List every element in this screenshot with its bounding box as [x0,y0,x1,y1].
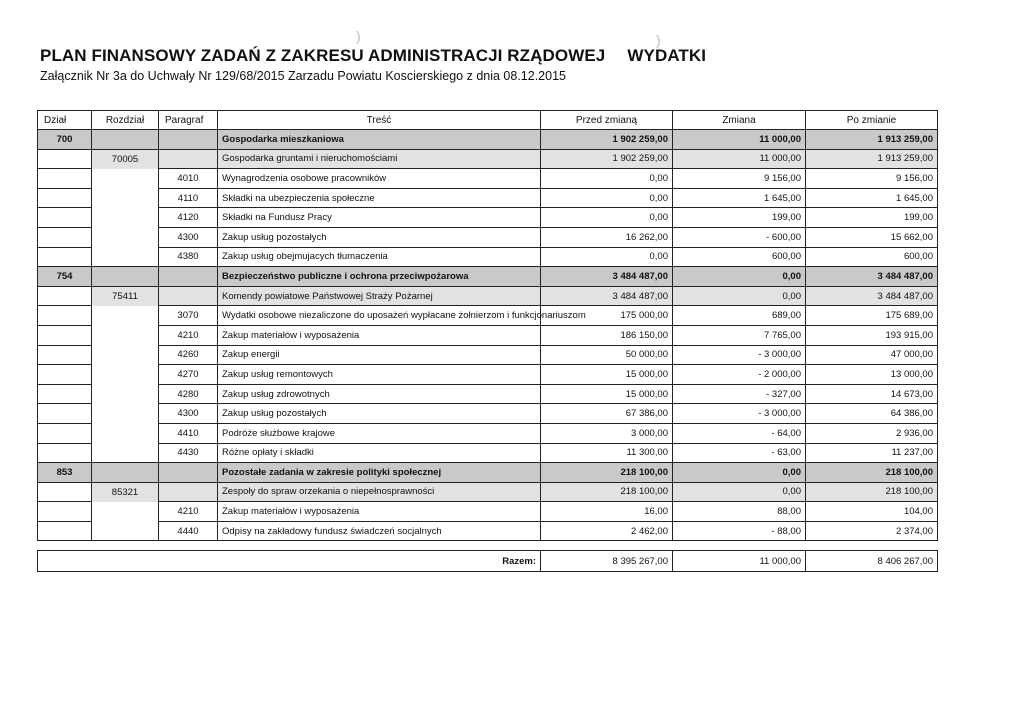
cell-tresc: Zakup usług zdrowotnych [218,384,541,404]
cell-paragraf: 3070 [159,306,218,326]
paragraf-row [38,423,938,443]
cell-paragraf [159,286,218,306]
cell-zmiana: 88,00 [673,502,806,522]
cell-rozdzial [92,404,159,424]
cell-przed: 0,00 [541,188,673,208]
cell-tresc: Różne opłaty i składki [218,443,541,463]
cell-tresc: Zakup materiałów i wyposażenia [218,325,541,345]
cell-po: 2 374,00 [806,521,938,541]
cell-paragraf [159,463,218,483]
cell-przed: 0,00 [541,208,673,228]
total-po: 8 406 267,00 [806,551,938,572]
paragraf-row [38,247,938,267]
cell-zmiana: - 63,00 [673,443,806,463]
cell-tresc: Podróże służbowe krajowe [218,423,541,443]
cell-tresc: Wynagrodzenia osobowe pracowników [218,169,541,189]
cell-paragraf [159,149,218,169]
total-zmiana: 11 000,00 [673,551,806,572]
cell-tresc: Zakup usług remontowych [218,365,541,385]
cell-po: 600,00 [806,247,938,267]
paragraf-row [38,188,938,208]
cell-dzial [38,404,92,424]
paragraf-row [38,404,938,424]
paragraf-row [38,345,938,365]
cell-rozdzial [92,384,159,404]
cell-przed: 0,00 [541,247,673,267]
cell-dzial [38,306,92,326]
cell-dzial [38,384,92,404]
cell-paragraf [159,482,218,502]
document-subtitle: Załącznik Nr 3a do Uchwały Nr 129/68/2015 Zarzadu Powiatu Koscierskiego z dnia 08.12.2015 [40,69,566,83]
cell-rozdzial: 85321 [92,482,159,502]
cell-paragraf: 4300 [159,404,218,424]
rozdzial-row [38,482,938,502]
cell-zmiana: - 3 000,00 [673,404,806,424]
cell-zmiana: 0,00 [673,463,806,483]
cell-tresc: Komendy powiatowe Państwowej Straży Pożarnej [218,286,541,306]
budget-table [37,110,938,572]
header-paragraf: Paragraf [159,111,218,130]
cell-przed: 50 000,00 [541,345,673,365]
cell-przed: 15 000,00 [541,384,673,404]
cell-po: 3 484 487,00 [806,286,938,306]
cell-paragraf: 4280 [159,384,218,404]
cell-dzial: 754 [38,267,92,287]
cell-paragraf: 4010 [159,169,218,189]
table-header [38,111,938,130]
rozdzial-row [38,149,938,169]
cell-paragraf: 4440 [159,521,218,541]
cell-tresc: Składki na ubezpieczenia społeczne [218,188,541,208]
header-po: Po zmianie [806,111,938,130]
paragraf-row [38,443,938,463]
cell-paragraf: 4410 [159,423,218,443]
paragraf-row [38,169,938,189]
cell-przed: 16,00 [541,502,673,522]
cell-tresc: Zakup energii [218,345,541,365]
cell-dzial [38,365,92,385]
cell-paragraf: 4430 [159,443,218,463]
paragraf-row [38,365,938,385]
cell-tresc: Zakup usług obejmujacych tłumaczenia [218,247,541,267]
header-tresc: Treść [218,111,541,130]
cell-rozdzial [92,521,159,541]
cell-paragraf: 4380 [159,247,218,267]
cell-zmiana: 11 000,00 [673,130,806,150]
scan-mark: ) [356,28,361,44]
scan-mark: ) [656,32,661,48]
cell-tresc: Gospodarka gruntami i nieruchomościami [218,149,541,169]
title-main: PLAN FINANSOWY ZADAŃ Z ZAKRESU ADMINISTRACJI RZĄDOWEJ [40,46,606,65]
cell-po: 218 100,00 [806,463,938,483]
cell-tresc: Wydatki osobowe niezaliczone do uposażeń wypłacane żołnierzom i funkcjonariuszom [218,306,541,326]
cell-paragraf [159,267,218,287]
cell-dzial [38,482,92,502]
cell-po: 64 386,00 [806,404,938,424]
cell-rozdzial [92,247,159,267]
cell-tresc: Gospodarka mieszkaniowa [218,130,541,150]
header-przed: Przed zmianą [541,111,673,130]
cell-dzial [38,502,92,522]
cell-zmiana: 0,00 [673,286,806,306]
paragraf-row [38,325,938,345]
cell-rozdzial [92,306,159,326]
rozdzial-row [38,286,938,306]
cell-dzial [38,208,92,228]
cell-dzial [38,325,92,345]
header-rozdzial: Rozdział [92,111,159,130]
cell-dzial [38,227,92,247]
cell-przed: 15 000,00 [541,365,673,385]
cell-tresc: Zakup usług pozostałych [218,404,541,424]
total-row [38,551,938,572]
cell-przed: 2 462,00 [541,521,673,541]
cell-rozdzial [92,188,159,208]
cell-zmiana: 600,00 [673,247,806,267]
cell-paragraf: 4210 [159,325,218,345]
cell-przed: 186 150,00 [541,325,673,345]
cell-rozdzial [92,130,159,150]
cell-dzial: 853 [38,463,92,483]
cell-paragraf [159,130,218,150]
cell-przed: 0,00 [541,169,673,189]
cell-zmiana: 9 156,00 [673,169,806,189]
cell-po: 9 156,00 [806,169,938,189]
paragraf-row [38,521,938,541]
cell-zmiana: 7 765,00 [673,325,806,345]
cell-paragraf: 4270 [159,365,218,385]
cell-przed: 1 902 259,00 [541,149,673,169]
cell-paragraf: 4120 [159,208,218,228]
cell-dzial [38,247,92,267]
cell-po: 14 673,00 [806,384,938,404]
cell-zmiana: - 600,00 [673,227,806,247]
cell-zmiana: - 327,00 [673,384,806,404]
cell-po: 199,00 [806,208,938,228]
cell-rozdzial [92,325,159,345]
cell-zmiana: 0,00 [673,482,806,502]
cell-dzial [38,443,92,463]
cell-przed: 11 300,00 [541,443,673,463]
paragraf-row [38,227,938,247]
cell-przed: 3 484 487,00 [541,267,673,287]
cell-rozdzial [92,443,159,463]
cell-po: 47 000,00 [806,345,938,365]
cell-dzial [38,286,92,306]
cell-tresc: Składki na Fundusz Pracy [218,208,541,228]
cell-paragraf: 4110 [159,188,218,208]
cell-po: 11 237,00 [806,443,938,463]
cell-paragraf: 4210 [159,502,218,522]
cell-tresc: Pozostałe zadania w zakresie polityki społecznej [218,463,541,483]
cell-dzial: 700 [38,130,92,150]
cell-przed: 16 262,00 [541,227,673,247]
cell-rozdzial [92,365,159,385]
cell-paragraf: 4260 [159,345,218,365]
total-label: Razem: [38,551,541,572]
cell-po: 193 915,00 [806,325,938,345]
cell-zmiana: 689,00 [673,306,806,326]
cell-przed: 3 484 487,00 [541,286,673,306]
cell-po: 104,00 [806,502,938,522]
dzial-row [38,130,938,150]
dzial-row [38,267,938,287]
cell-po: 218 100,00 [806,482,938,502]
cell-zmiana: 199,00 [673,208,806,228]
cell-po: 1 913 259,00 [806,149,938,169]
cell-zmiana: - 88,00 [673,521,806,541]
cell-rozdzial [92,502,159,522]
cell-rozdzial: 75411 [92,286,159,306]
cell-rozdzial [92,267,159,287]
cell-przed: 218 100,00 [541,463,673,483]
total-przed: 8 395 267,00 [541,551,673,572]
cell-po: 13 000,00 [806,365,938,385]
cell-tresc: Zespoły do spraw orzekania o niepełnosprawności [218,482,541,502]
header-dzial: Dział [38,111,92,130]
cell-rozdzial [92,208,159,228]
cell-tresc: Odpisy na zakładowy fundusz świadczeń socjalnych [218,521,541,541]
cell-rozdzial [92,345,159,365]
paragraf-row [38,502,938,522]
cell-rozdzial [92,227,159,247]
cell-dzial [38,149,92,169]
title-right: WYDATKI [627,46,707,65]
cell-przed: 218 100,00 [541,482,673,502]
cell-tresc: Zakup usług pozostałych [218,227,541,247]
cell-przed: 175 000,00 [541,306,673,326]
cell-rozdzial [92,169,159,189]
cell-po: 1 913 259,00 [806,130,938,150]
cell-paragraf: 4300 [159,227,218,247]
cell-zmiana: - 64,00 [673,423,806,443]
document-title [40,46,706,66]
header-zmiana: Zmiana [673,111,806,130]
cell-zmiana: 1 645,00 [673,188,806,208]
paragraf-row [38,306,938,326]
cell-zmiana: - 3 000,00 [673,345,806,365]
cell-po: 175 689,00 [806,306,938,326]
cell-po: 1 645,00 [806,188,938,208]
cell-zmiana: - 2 000,00 [673,365,806,385]
cell-tresc: Zakup materiałów i wyposażenia [218,502,541,522]
cell-przed: 1 902 259,00 [541,130,673,150]
cell-dzial [38,521,92,541]
dzial-row [38,463,938,483]
cell-po: 3 484 487,00 [806,267,938,287]
cell-rozdzial: 70005 [92,149,159,169]
cell-dzial [38,188,92,208]
cell-przed: 67 386,00 [541,404,673,424]
spacer-row [38,541,938,551]
paragraf-row [38,384,938,404]
cell-tresc: Bezpieczeństwo publiczne i ochrona przeciwpożarowa [218,267,541,287]
cell-zmiana: 0,00 [673,267,806,287]
paragraf-row [38,208,938,228]
table-body [38,130,938,541]
cell-po: 2 936,00 [806,423,938,443]
cell-dzial [38,345,92,365]
cell-dzial [38,423,92,443]
cell-dzial [38,169,92,189]
cell-zmiana: 11 000,00 [673,149,806,169]
cell-po: 15 662,00 [806,227,938,247]
cell-rozdzial [92,423,159,443]
cell-rozdzial [92,463,159,483]
cell-przed: 3 000,00 [541,423,673,443]
